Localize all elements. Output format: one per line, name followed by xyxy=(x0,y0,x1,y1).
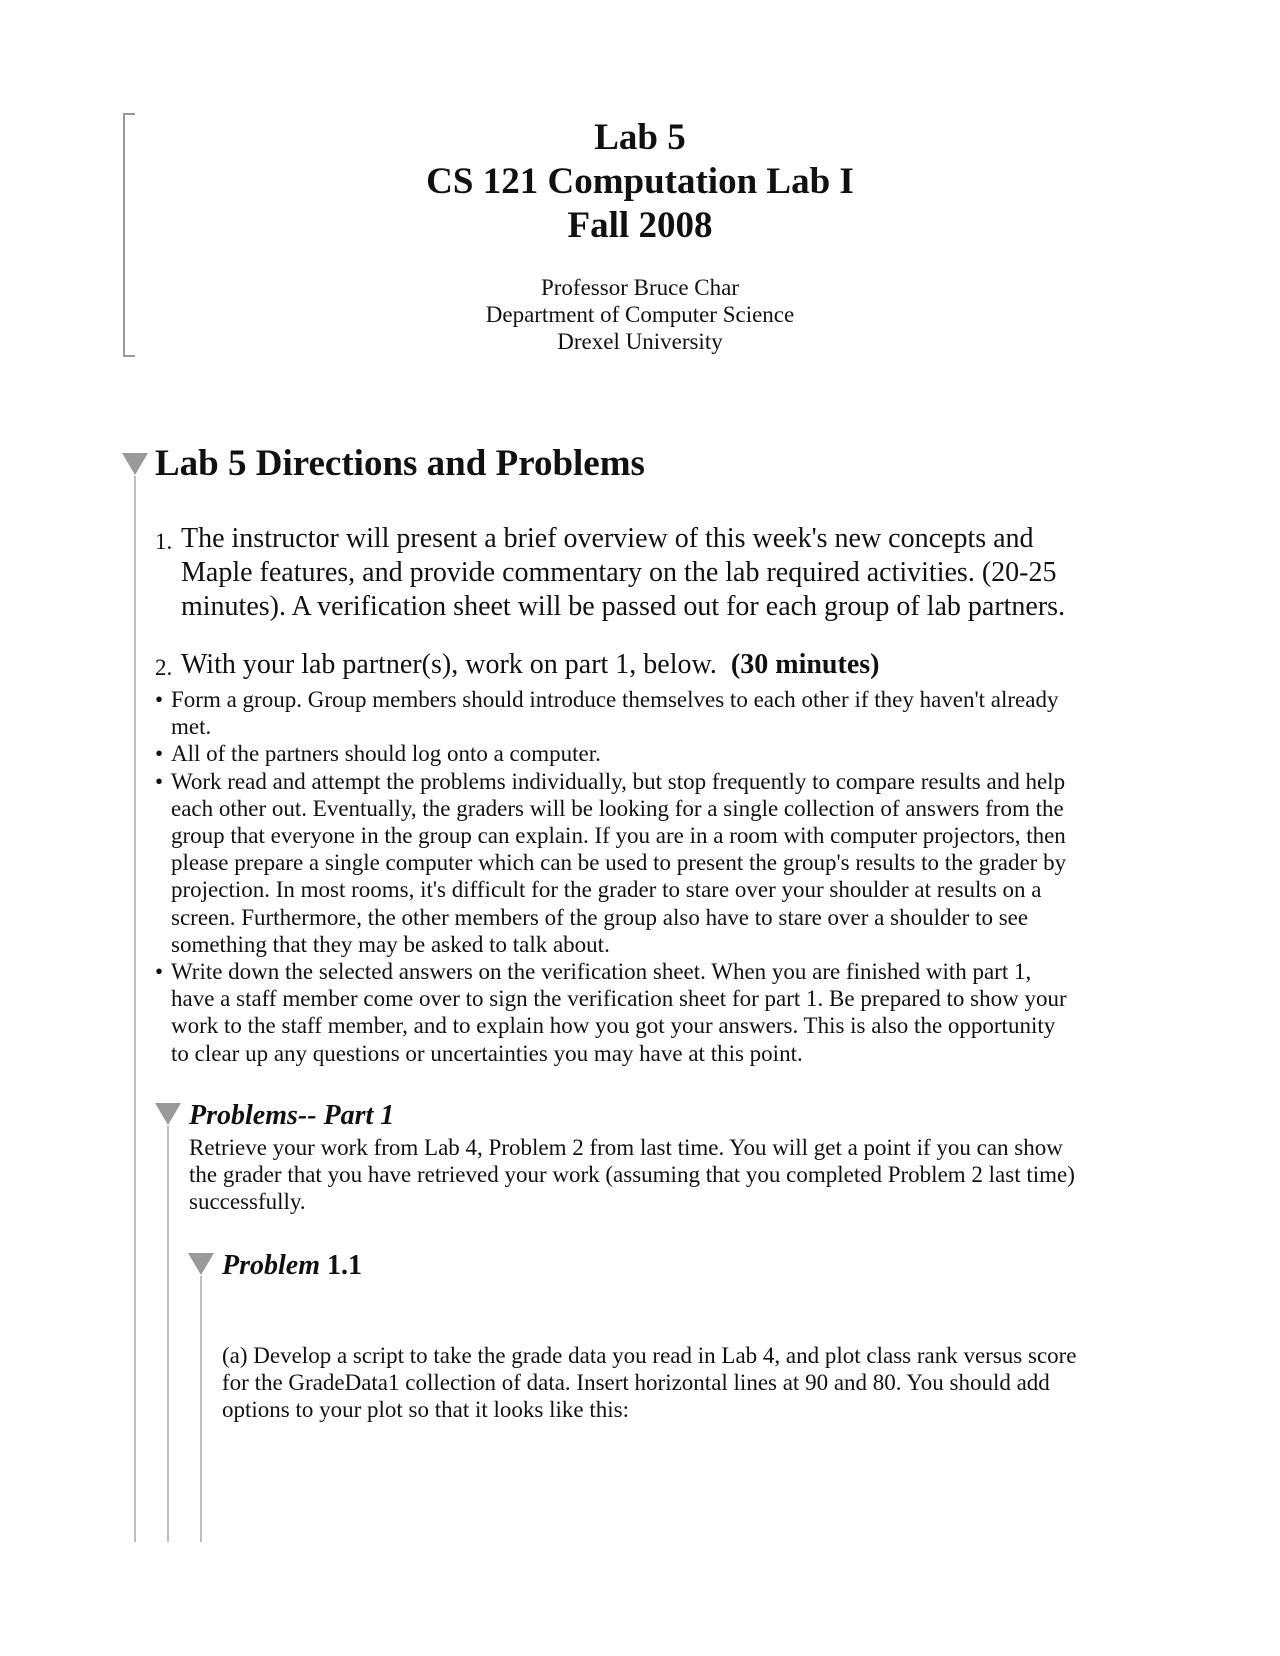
bullet-marker: • xyxy=(155,687,164,712)
step-time: (30 minutes) xyxy=(730,649,880,680)
title-course: CS 121 Computation Lab I xyxy=(426,161,854,202)
step-number: 2. xyxy=(155,655,173,680)
paragraph-line: successfully. xyxy=(189,1189,306,1215)
list-item-line: to clear up any questions or uncertainties you may have at this point. xyxy=(171,1040,803,1066)
problem-heading-word: Problem xyxy=(222,1250,320,1281)
part1-intro xyxy=(189,1134,1169,1216)
paragraph-line: for the GradeData1 collection of data. Insert horizontal lines at 90 and 80. You should add xyxy=(222,1370,1050,1396)
problem-bracket-line xyxy=(200,1276,202,1542)
bullet-marker: • xyxy=(155,741,164,767)
list-item-line: group that everyone in the group can explain. If you are in a room with computer projectors, then xyxy=(171,823,1066,849)
department: Department of Computer Science xyxy=(485,302,795,327)
list-item-line: work to the staff member, and to explain how you got your answers. This is also the opportunity xyxy=(171,1013,1056,1039)
problem-heading xyxy=(222,1250,362,1282)
step-text-line: The instructor will present a brief overview of this week's new concepts and xyxy=(181,523,1034,554)
subsection-bracket-line xyxy=(167,1126,169,1542)
collapse-triangle-icon[interactable] xyxy=(122,453,148,475)
step-2 xyxy=(155,648,879,685)
title-term: Fall 2008 xyxy=(567,205,713,246)
list-item xyxy=(155,740,1165,767)
list-item-line: please prepare a single computer which can be used to present the group's results to the grader by xyxy=(171,850,1067,876)
problem-heading-number: 1.1 xyxy=(327,1250,362,1281)
step-1 xyxy=(155,522,1065,624)
paragraph-line: Retrieve your work from Lab 4, Problem 2 from last time. You will get a point if you can show xyxy=(189,1135,1063,1160)
step-text-line: Maple features, and provide commentary on the lab required activities. (20-25 xyxy=(181,557,1057,588)
paragraph-line: (a) Develop a script to take the grade data you read in Lab 4, and plot class rank versus score xyxy=(222,1343,1077,1368)
list-item xyxy=(155,768,1165,958)
subsection-heading: Problems-- Part 1 xyxy=(189,1100,395,1131)
university: Drexel University xyxy=(557,329,723,354)
step-number: 1. xyxy=(155,529,173,554)
list-item-line: All of the partners should log onto a computer. xyxy=(171,741,601,767)
list-item-line: Form a group. Group members should introduce themselves to each other if they haven't already xyxy=(171,687,1059,712)
section-bracket-line xyxy=(134,476,136,1542)
title-lab-number: Lab 5 xyxy=(594,117,686,158)
paragraph-line: options to your plot so that it looks like this: xyxy=(222,1397,629,1423)
list-item-line: Write down the selected answers on the verification sheet. When you are finished with part 1, xyxy=(171,959,1032,985)
list-item-line: screen. Furthermore, the other members of the group also have to stare over a shoulder to see xyxy=(171,904,1029,930)
list-item-line: have a staff member come over to sign the verification sheet for part 1. Be prepared to show your xyxy=(171,986,1067,1012)
step-text-line: minutes). A verification sheet will be passed out for each group of lab partners. xyxy=(181,591,1066,622)
instruction-list xyxy=(155,686,1165,1067)
paragraph-line: the grader that you have retrieved your work (assuming that you completed Problem 2 last time) xyxy=(189,1162,1075,1188)
bullet-marker: • xyxy=(155,768,164,794)
list-item-line: met. xyxy=(171,714,212,740)
author: Professor Bruce Char xyxy=(540,275,739,300)
section-heading: Lab 5 Directions and Problems xyxy=(155,443,645,484)
list-item xyxy=(155,686,1165,740)
bullet-marker: • xyxy=(155,959,164,985)
list-item xyxy=(155,958,1165,1067)
collapse-triangle-icon[interactable] xyxy=(155,1103,181,1125)
list-item-line: each other out. Eventually, the graders will be looking for a single collection of answers from the xyxy=(171,795,1064,821)
problem-text xyxy=(222,1342,1182,1424)
collapse-triangle-icon[interactable] xyxy=(188,1253,214,1275)
list-item-line: something that they may be asked to talk about. xyxy=(171,931,610,957)
list-item-line: Work read and attempt the problems individually, but stop frequently to compare results and help xyxy=(171,768,1066,794)
list-item-line: projection. In most rooms, it's difficult for the grader to stare over your shoulder at results on a xyxy=(171,877,1042,903)
step-text: With your lab partner(s), work on part 1, below. xyxy=(181,649,717,680)
